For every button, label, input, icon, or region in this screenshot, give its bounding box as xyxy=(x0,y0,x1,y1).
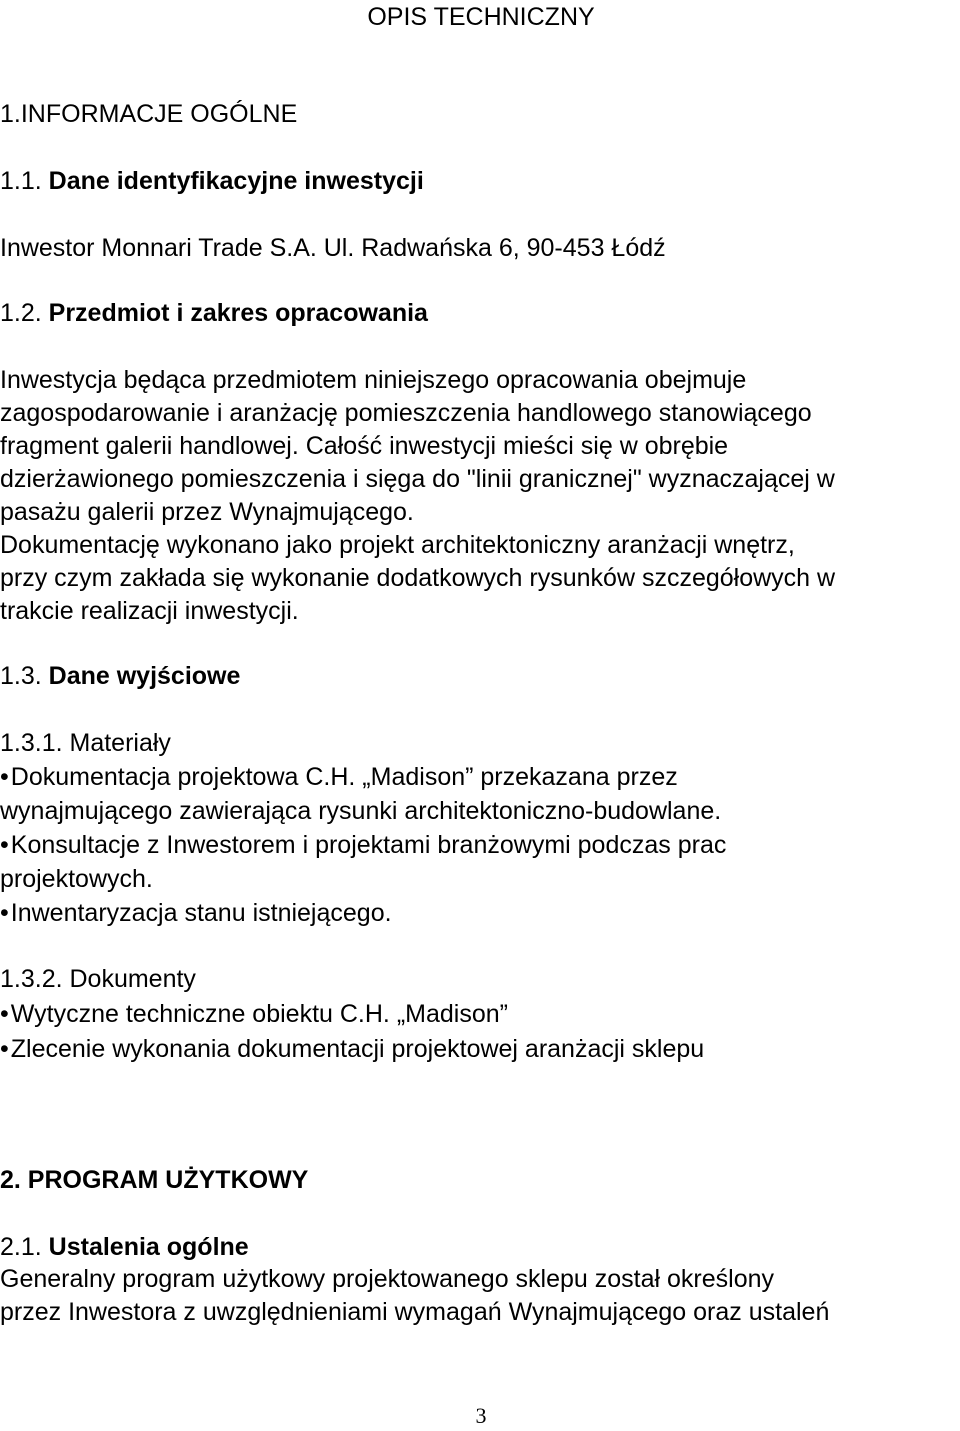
general-program-line: Generalny program użytkowy projektowanego sklepu został określony xyxy=(0,1265,774,1293)
section-1-2-title: Przedmiot i zakres opracowania xyxy=(48,299,428,327)
page-number: 3 xyxy=(475,1403,487,1428)
section-1-1-title: Dane identyfikacyjne inwestycji xyxy=(48,167,424,195)
section-1-3-title: Dane wyjściowe xyxy=(48,662,241,690)
section-1-3-heading xyxy=(0,659,240,693)
materials-list-item: • Dokumentacja projektowa C.H. „Madison” przekazana przez xyxy=(0,760,678,794)
section-1-2-heading xyxy=(0,296,428,330)
section-1-heading: 1.INFORMACJE OGÓLNE xyxy=(0,100,298,128)
documents-heading: 1.3.2. Dokumenty xyxy=(0,965,196,993)
materials-heading: 1.3.1. Materiały xyxy=(0,729,171,757)
scope-paragraph-line: trakcie realizacji inwestycji. xyxy=(0,597,299,625)
section-2-1-title: Ustalenia ogólne xyxy=(48,1233,249,1261)
scope-paragraph-line: pasażu galerii przez Wynajmującego. xyxy=(0,498,414,526)
documents-list-item: • Zlecenie wykonania dokumentacji projektowej aranżacji sklepu xyxy=(0,1032,704,1066)
section-1-1-number: 1.1. xyxy=(0,167,49,195)
section-2-heading: 2. PROGRAM UŻYTKOWY xyxy=(0,1166,309,1194)
section-1-2-number: 1.2. xyxy=(0,299,49,327)
section-1-1-heading xyxy=(0,164,424,198)
scope-paragraph-line: fragment galerii handlowej. Całość inwestycji mieści się w obrębie xyxy=(0,432,729,460)
materials-list-item: • Konsultacje z Inwestorem i projektami branżowymi podczas prac xyxy=(0,828,726,862)
scope-paragraph-line: Dokumentację wykonano jako projekt architektoniczny aranżacji wnętrz, xyxy=(0,531,795,559)
section-2-1-number: 2.1. xyxy=(0,1233,49,1261)
investor-line: Inwestor Monnari Trade S.A. Ul. Radwańska 6, 90-453 Łódź xyxy=(0,234,666,262)
scope-paragraph-line: dzierżawionego pomieszczenia i sięga do "linii granicznej" wyznaczającej w xyxy=(0,465,835,493)
scope-paragraph-line: przy czym zakłada się wykonanie dodatkowych rysunków szczegółowych w xyxy=(0,564,836,592)
documents-list-item: • Wytyczne techniczne obiektu C.H. „Madison” xyxy=(0,997,508,1031)
general-program-line: przez Inwestora z uwzględnieniami wymagań Wynajmującego oraz ustaleń xyxy=(0,1298,830,1326)
scope-paragraph-line: Inwestycja będąca przedmiotem niniejszego opracowania obejmuje xyxy=(0,366,747,394)
materials-list-item: • Inwentaryzacja stanu istniejącego. xyxy=(0,896,392,930)
materials-list-item-continuation: wynajmującego zawierająca rysunki architektoniczno-budowlane. xyxy=(0,797,722,825)
scope-paragraph-line: zagospodarowanie i aranżację pomieszczenia handlowego stanowiącego xyxy=(0,399,812,427)
document-title: OPIS TECHNICZNY xyxy=(367,3,595,31)
materials-list-item-continuation: projektowych. xyxy=(0,865,153,893)
section-1-3-number: 1.3. xyxy=(0,662,49,690)
section-2-1-heading xyxy=(0,1230,249,1264)
